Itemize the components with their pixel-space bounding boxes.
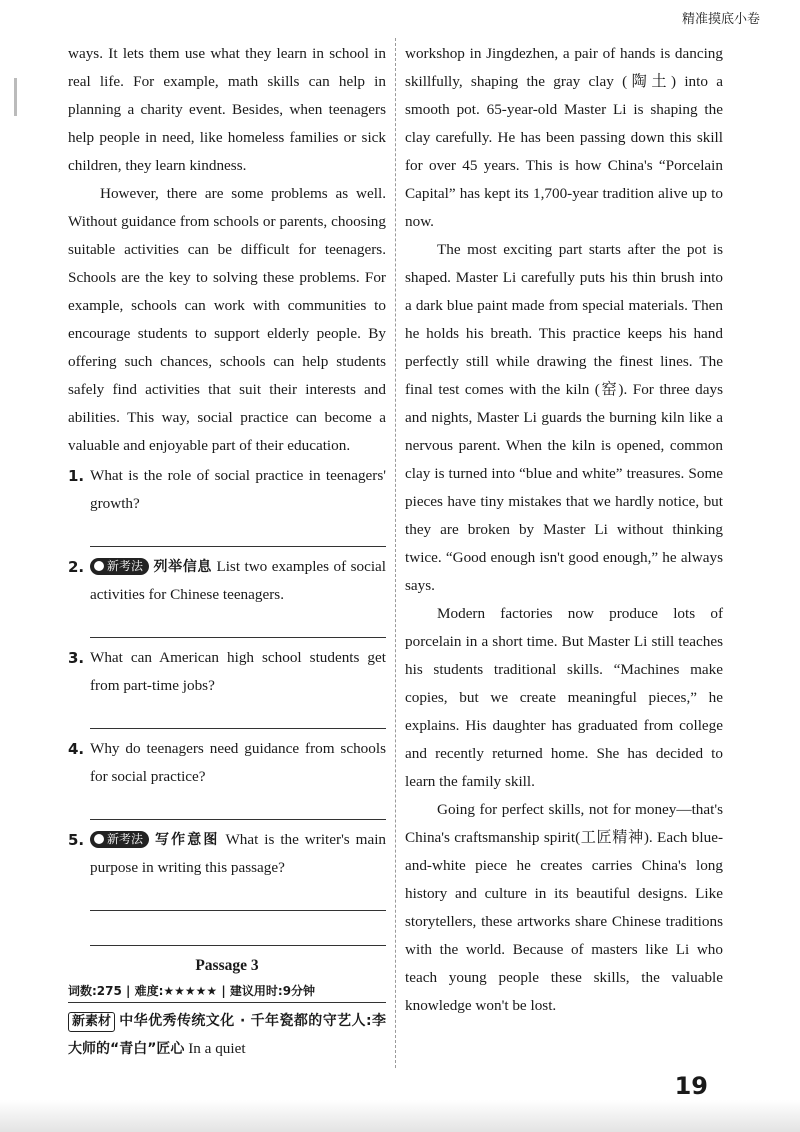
right-column: [405, 40, 723, 1020]
lightbulb-icon: [94, 834, 104, 844]
lightbulb-icon: [94, 561, 104, 571]
page-number: 19: [674, 1072, 708, 1100]
question-text: What is the writer's main purpose in writing this passage?: [90, 831, 387, 876]
question-text: Why do teenagers need guidance from schools for social practice?: [90, 740, 386, 785]
question-number: 3.: [68, 649, 85, 667]
answer-line[interactable]: [90, 917, 386, 946]
passage-title: Passage 3: [195, 957, 259, 974]
right-paragraph-3: Modern factories now produce lots of porcelain in a short time. But Master Li still teaches his students traditional skills. “Machines make copies, but we create meaningful pieces,” he explains. His daughter has graduated from college and recently returned home. She has decided to learn the family skill.: [405, 605, 723, 790]
question-number: 5.: [68, 831, 85, 849]
question-number: 4.: [68, 740, 85, 758]
question-4: [68, 735, 386, 791]
right-paragraph-1: workshop in Jingdezhen, a pair of hands is dancing skillfully, shaping the gray clay (陶土) into a smooth pot. 65-year-old Master Li is shaping the clay carefully. He has been passing down this skill for over 45 years. This is how China's “Porcelain Capital” has kept its 1,700-year tradition alive up to now.: [405, 45, 723, 230]
page-header: 精准摸底小卷: [681, 12, 760, 27]
question-text: List two examples of social activities for Chinese teenagers.: [90, 558, 387, 603]
question-text: What is the role of social practice in teenagers' growth?: [90, 467, 386, 512]
left-paragraph-2: However, there are some problems as well. Without guidance from schools or parents, choosing suitable activities can be difficult for teenagers. Schools are the key to solving these problems. For example, schools can work with communities to encourage students to support elderly people. By offering such chances, schools can help students safely find activities that suit their interests and abilities. This way, social practice can become a valuable and enjoyable part of their education.: [68, 185, 386, 454]
passage-start-text: In a quiet: [188, 1040, 246, 1057]
new-material-badge: 新素材: [68, 1012, 115, 1032]
new-method-badge: 新考法: [90, 558, 149, 575]
scan-margin-mark: [14, 78, 17, 116]
answer-line[interactable]: [90, 791, 386, 820]
right-paragraph-4: Going for perfect skills, not for money—that's China's craftsmanship spirit(工匠精神). Each blue-and-white piece he creates carries China's long history and culture in its beautiful designs. Like storytellers, these artworks share Chinese traditions with the world. Because of masters like Li who teach young people these skills, the valuable knowledge won't be lost.: [405, 801, 723, 1014]
scan-footer-band: [0, 1100, 800, 1132]
right-paragraph-2: The most exciting part starts after the pot is shaped. Master Li carefully puts his thin brush into a dark blue paint made from special materials. Then he holds his breath. This practice keeps his hand perfectly still while drawing the finest lines. The final test comes with the kiln (窑). For three days and nights, Master Li guards the burning kiln like a nervous parent. When the kiln is opened, common clay is turned into “blue and white” treasures. Some pieces have tiny mistakes that we hardly notice, but they are broken by Master Li without thinking twice. “Good enough isn't good enough,” he always says.: [405, 241, 723, 594]
answer-line[interactable]: [90, 518, 386, 547]
left-column: [68, 40, 386, 1063]
question-1: [68, 462, 386, 518]
passage-intro: [68, 1007, 386, 1063]
question-text: What can American high school students get from part-time jobs?: [90, 649, 386, 694]
question-number: 2.: [68, 558, 85, 576]
passage-subtitle: 中华优秀传统文化 · 千年瓷都的守艺人:李大师的“青白”匠心: [68, 1013, 387, 1057]
question-type-label: 写作意图: [154, 832, 220, 848]
column-divider: [395, 38, 397, 1068]
question-type-label: 列举信息: [153, 559, 212, 575]
question-2: [68, 553, 386, 609]
question-number: 1.: [68, 467, 85, 485]
left-paragraph-1: ways. It lets them use what they learn in school in real life. For example, math skills can help in planning a charity event. Besides, when teenagers help people in need, like homeless families or sick children, they learn kindness.: [68, 45, 386, 174]
question-5: [68, 826, 386, 882]
question-3: [68, 644, 386, 700]
passage-meta: 词数:275 | 难度:★★★★★ | 建议用时:9分钟: [68, 980, 386, 1003]
answer-line[interactable]: [90, 882, 386, 911]
answer-line[interactable]: [90, 700, 386, 729]
answer-line[interactable]: [90, 609, 386, 638]
new-method-badge: 新考法: [90, 831, 149, 848]
